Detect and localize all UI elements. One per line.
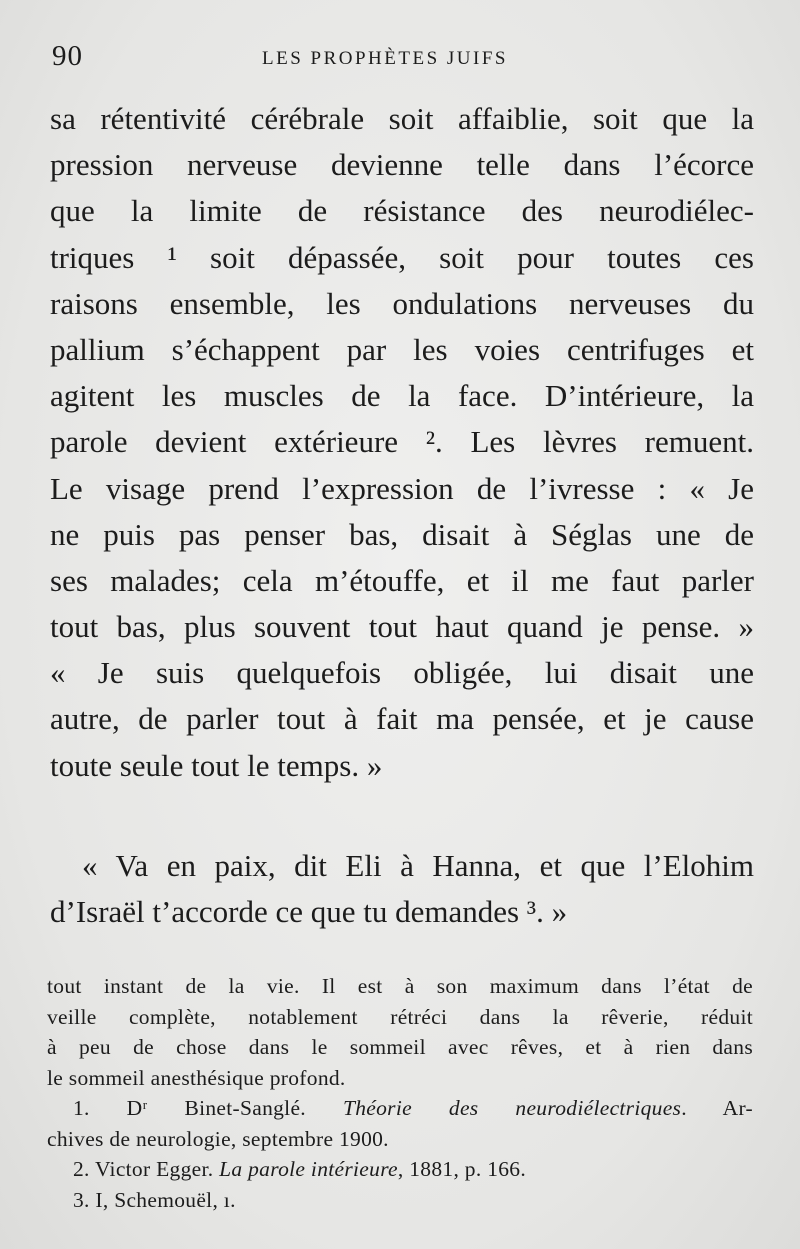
footnote-2-title: La parole intérieure [219,1157,398,1181]
text-line: parole devient extérieure ². Les lèvres remuent. [50,424,754,460]
running-head [52,40,752,76]
footnote-continuation-line: à peu de chose dans le sommeil avec rêves, et à rien dans [47,1035,753,1059]
footnote-2-author: 2. Victor Egger. [73,1157,220,1181]
text-line: autre, de parler tout à fait ma pensée, et je cause [50,701,754,737]
footnote-3-text: 3. I, Schemouël, ı. [73,1187,236,1212]
text-line: raisons ensemble, les ondulations nerveuses du [50,285,754,321]
page-number: 90 [52,40,83,72]
text-line: pression nerveuse devienne telle dans l’écorce [50,147,754,183]
footnotes [47,971,753,1215]
footnote-1 [47,1093,753,1124]
text-line: sa rétentivité cérébrale soit affaiblie, soit que la [50,101,754,136]
footnote-continuation-line: tout instant de la vie. Il est à son maximum dans l’état de [47,974,753,998]
text-line: que la limite de résistance des neurodiélec- [50,193,754,229]
quote-line: « Va en paix, dit Eli à Hanna, et que l’Elohim [82,848,754,883]
footnote-continuation-line: veille complète, notablement rétréci dans la rêverie, réduit [47,1004,753,1029]
text-line: agitent les muscles de la face. D’intérieure, la [50,378,754,414]
text-line: ne puis pas penser bas, disait à Séglas une de [50,516,754,552]
footnote-2 [47,1154,753,1185]
footnote-1-suffix: . Ar- [681,1096,754,1120]
text-line: pallium s’échappent par les voies centrifuges et [50,331,754,367]
text-line: ses malades; cela m’étouffe, et il me faut parler [50,562,754,598]
quote-line: d’Israël t’accorde ce que tu demandes ³. » [50,894,568,930]
footnote-1-title: Théorie des neurodiélectriques [342,1096,682,1120]
footnote-1-author: 1. Dʳ Binet-Sanglé. [73,1096,343,1120]
text-line: tout bas, plus souvent tout haut quand je pense. » [50,609,754,645]
footnote-2-suffix: , 1881, p. 166. [397,1157,527,1181]
body-paragraph [50,96,754,789]
epigraph-quote [50,843,754,935]
text-line: « Je suis quelquefois obligée, lui disait une [50,655,754,691]
footnote-1-continuation: chives de neurologie, septembre 1900. [47,1126,389,1151]
text-line: triques ¹ soit dépassée, soit pour toutes ces [50,239,754,275]
footnote-3 [47,1185,753,1216]
text-line: Le visage prend l’expression de l’ivresse : « Je [50,470,754,506]
running-title: LES PROPHÈTES JUIFS [262,48,508,69]
text-line: toute seule tout le temps. » [50,747,383,783]
footnote-continuation-line: le sommeil anesthésique profond. [47,1065,346,1090]
